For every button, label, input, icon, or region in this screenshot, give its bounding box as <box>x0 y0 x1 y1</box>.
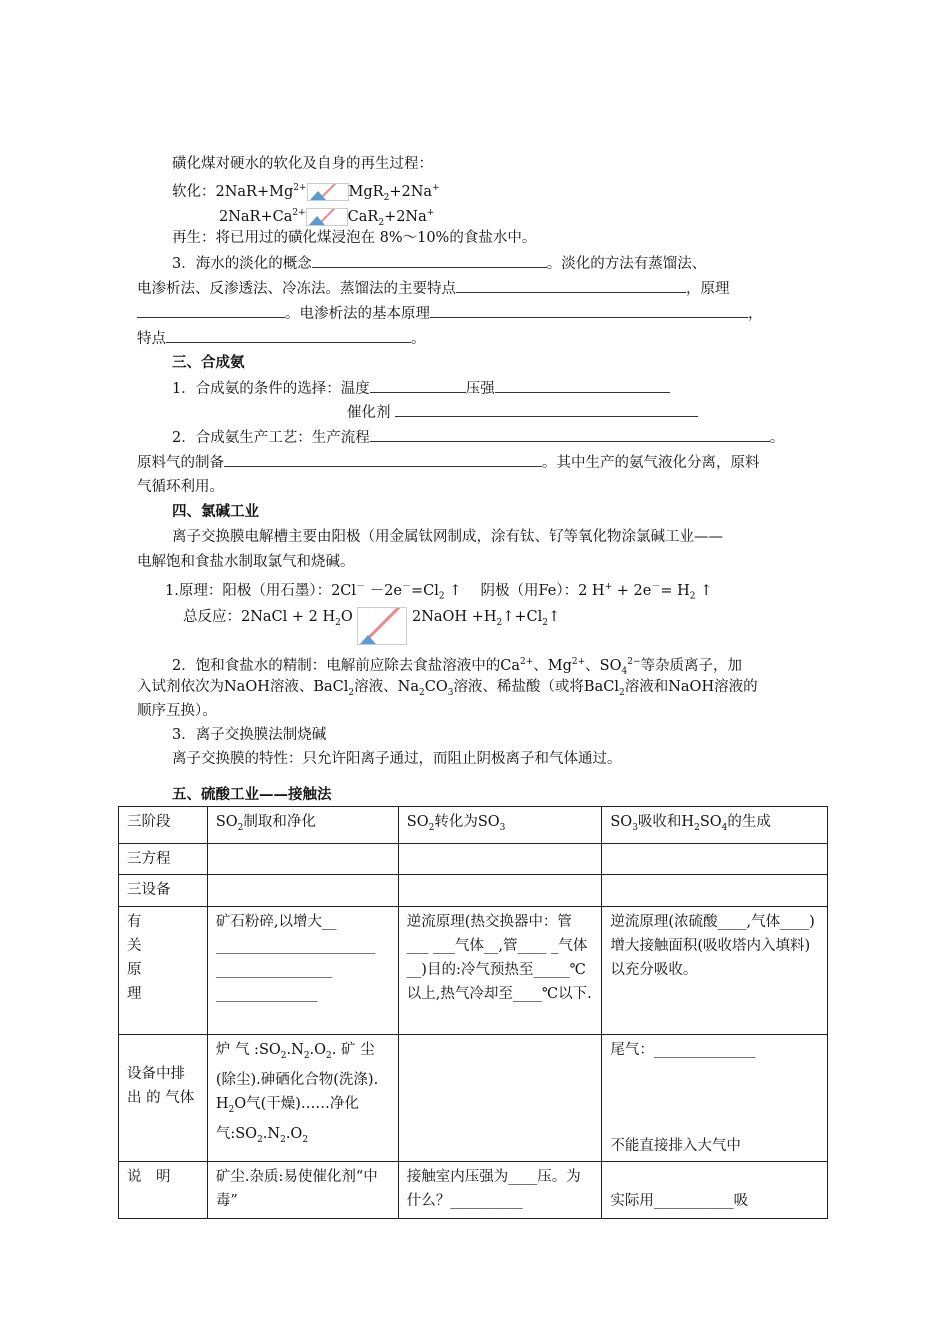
table-cell: 逆流原理(热交换器中：管___ ___气体__,管____ _气体__)目的:冷气预热至_____℃以上,热气冷却至____℃以下. <box>398 906 602 1034</box>
text-line: 离子交换膜的特性：只允许阳离子通过，而阻止阴极离子和气体通过。 <box>172 751 622 767</box>
text-line: 原料气的制备 。其中生产的氨气液化分离，原料 <box>137 452 760 473</box>
table-cell <box>398 1034 602 1161</box>
table-cell[interactable] <box>398 843 602 874</box>
table-cell: 说 明 <box>119 1161 208 1218</box>
broken-image-icon <box>357 607 407 645</box>
table-row <box>119 1161 828 1218</box>
broken-image-icon <box>306 208 348 226</box>
fill-blank[interactable] <box>430 303 748 318</box>
fill-blank[interactable] <box>495 378 670 393</box>
section-heading: 四、氯碱工业 <box>172 504 259 520</box>
text-line: 催化剂 <box>347 402 698 423</box>
section-heading: 三、合成氨 <box>172 355 245 371</box>
fill-blank[interactable] <box>137 303 285 318</box>
table-cell: 三设备 <box>119 874 208 906</box>
text-line: 电解饱和食盐水制取氯气和烧碱。 <box>137 554 355 570</box>
text-line: 磺化煤对硬水的软化及自身的再生过程： <box>172 156 433 172</box>
table-cell: $SO_2$制取和净化 <box>207 807 398 844</box>
text-line: 2．合成氨生产工艺：生产流程 。 <box>172 427 784 448</box>
table-row <box>119 874 828 906</box>
text-line: 气循环利用。 <box>137 479 224 495</box>
table-cell: 尾气：______________ 不能直接排入大气中 <box>602 1034 828 1161</box>
table-cell: $SO_3$吸收和$H_2SO_4$的生成 <box>602 807 828 844</box>
table-row <box>119 1034 828 1161</box>
text-line: 顺序互换）。 <box>137 703 217 719</box>
fill-blank[interactable] <box>312 253 547 268</box>
sulfuric-acid-table <box>118 806 828 1219</box>
table-cell[interactable] <box>602 874 828 906</box>
text-line: 1．合成氨的条件的选择：温度 压强 <box>172 378 670 399</box>
table-cell[interactable] <box>398 874 602 906</box>
table-cell[interactable] <box>207 843 398 874</box>
fill-blank[interactable] <box>370 378 466 393</box>
section-heading: 五、硫酸工业——接触法 <box>172 787 332 803</box>
table-row <box>119 807 828 844</box>
text-line: 2．饱和食盐水的精制：电解前应除去食盐溶液中的$Ca^{2+}$、$Mg^{2+}$、$SO_4^{2-}$等杂质离子，加 <box>172 657 743 677</box>
table-row <box>119 906 828 1034</box>
text-line: 1.原理：阳极（用石墨）：$2Cl^- -2e^-=Cl_2$ ↑ 阴极（用Fe）：2 $H^+ + 2e^-= H_2$ ↑ <box>165 582 713 602</box>
table-cell: 矿尘.杂质:易使催化剂“中毒” <box>207 1161 398 1218</box>
table-cell[interactable] <box>602 843 828 874</box>
table-row <box>119 843 828 874</box>
table-cell: 矿石粉碎,以增大__ ______________________ ________________ ______________ <box>207 906 398 1034</box>
table-cell: 实际用___________吸 <box>602 1161 828 1218</box>
table-cell: $SO_2$转化为$SO_3$ <box>398 807 602 844</box>
table-cell: 设备中排出 的 气体 <box>119 1034 208 1161</box>
text-line: 3．海水的淡化的概念 。淡化的方法有蒸馏法、 <box>172 253 706 274</box>
table-cell: 有 关 原 理 <box>119 906 208 1034</box>
text-line: 。电渗析法的基本原理 ， <box>137 303 763 324</box>
fill-blank[interactable] <box>224 452 542 467</box>
table-cell: 炉 气 $:SO_2.N_2.O_2$. 矿 尘(除尘).砷硒化合物(洗涤). $H_2O$气(干燥)……净化气$:SO_2.N_2.O_2$ <box>207 1034 398 1161</box>
table-cell: 三方程 <box>119 843 208 874</box>
table-cell: 逆流原理(浓硫酸____,气体____)增大接触面积(吸收塔内入填料)以充分吸收。 <box>602 906 828 1034</box>
equation: 软化：$2NaR+Mg^{2+}$ <box>172 183 307 200</box>
table-cell: 三阶段 <box>119 807 208 844</box>
text-line: 总反应：2NaCl + 2 $H_2O$ 2NaOH $+H_2↑+Cl_2↑$ <box>183 607 560 645</box>
equation: CaR$_2$+2Na+ <box>347 208 435 228</box>
text-line: 再生：将已用过的磺化煤浸泡在 8%～10%的食盐水中。 <box>172 230 537 246</box>
equation: MgR$_2$+2Na+ <box>348 183 440 203</box>
table-cell[interactable] <box>207 874 398 906</box>
text-line: 离子交换膜电解槽主要由阳极（用金属钛网制成，涂有钛、钌等氧化物涂氯碱工业—— <box>172 529 723 545</box>
fill-blank[interactable] <box>166 328 411 343</box>
text-line: 入试剂依次为NaOH溶液、BaCl$_2$溶液、$Na_2CO_3$溶液、稀盐酸（或将BaCl$_2$溶液和NaOH溶液的 <box>137 679 758 698</box>
table-cell: 接触室内压强为____压。为什么？__________ <box>398 1161 602 1218</box>
text-line: 特点 。 <box>137 328 426 349</box>
fill-blank[interactable] <box>456 278 686 293</box>
fill-blank[interactable] <box>395 402 698 417</box>
fill-blank[interactable] <box>370 427 770 442</box>
text-line: 电渗析法、反渗透法、冷冻法。蒸馏法的主要特点 ，原理 <box>137 278 730 299</box>
broken-image-icon <box>307 183 349 201</box>
equation: $2NaR+Ca^{2+}$ <box>219 208 306 225</box>
text-line: 3．离子交换膜法制烧碱 <box>172 727 327 743</box>
